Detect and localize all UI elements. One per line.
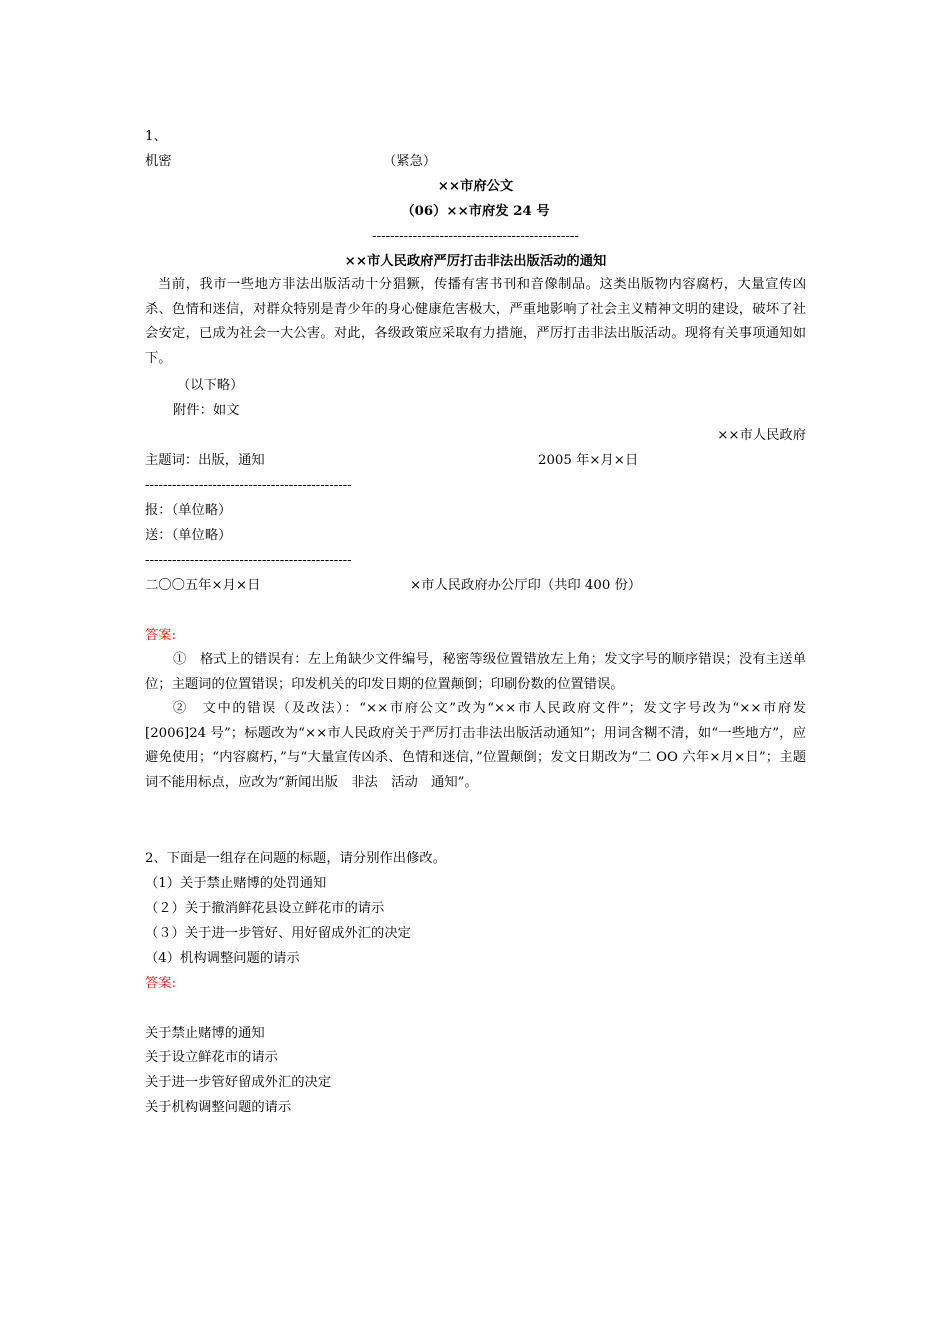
answer-item: 关于设立鲜花市的请示 bbox=[145, 1050, 278, 1065]
omitted-note: （以下略） bbox=[177, 378, 244, 393]
secrecy-level: 机密 bbox=[145, 154, 172, 169]
answer-paragraph-2: ② 文中的错误（及改法）：“××市府公文”改为“××市人民政府文件”；发文字号改为“××市府发[2006]24 号”；标题改为“××市人民政府关于严厉打击非法出版活动通知”；用词含糊不清，如“一些地方”，应避免使用；“内容腐朽，”与“大量宣传凶杀、色情和迷信，”位置颠倒；发文日期改为“二 OO 六年×月×日”；主题词不能用标点，应改为“新闻出版 非法 活动 通知”。 bbox=[145, 701, 806, 790]
answer-label: 答案: bbox=[145, 976, 177, 991]
doc-number: （06）××市府发 24 号 bbox=[401, 204, 550, 219]
attachment-line: 附件：如文 bbox=[173, 403, 240, 418]
urgency-level: （紧急） bbox=[383, 154, 437, 169]
answer-item: 关于禁止赌博的通知 bbox=[145, 1026, 265, 1041]
list-item: （1）关于禁止赌博的处罚通知 bbox=[145, 876, 327, 891]
answer-label: 答案: bbox=[145, 628, 177, 643]
printer-info: ×市人民政府办公厅印（共印 400 份） bbox=[410, 578, 642, 593]
issue-date: 2005 年×月×日 bbox=[538, 453, 639, 468]
divider-rule: ---------------------------------------------- bbox=[145, 478, 352, 493]
print-date: 二〇〇五年×月×日 bbox=[145, 578, 261, 593]
answer-paragraph-1: ① 格式上的错误有：左上角缺少文件编号，秘密等级位置错放左上角；发文字号的顺序错误；没有主送单位；主题词的位置错误；印发机关的印发日期的位置颠倒；印刷份数的位置错误。 bbox=[145, 652, 806, 692]
body-paragraph: 当前，我市一些地方非法出版活动十分猖獗，传播有害书刊和音像制品。这类出版物内容腐朽，大量宣传凶杀、色情和迷信，对群众特别是青少年的身心健康危害极大，严重地影响了社会主义精神文明的建设，破坏了社会安定，已成为社会一大公害。对此，各级政策应采取有力措施，严厉打击非法出版活动。现将有关事项通知如下。 bbox=[145, 277, 806, 366]
send-to: 送：（单位略） bbox=[145, 528, 232, 543]
header-rule: ---------------------------------------------- bbox=[372, 229, 579, 244]
list-item: （３）关于进一步管好、用好留成外汇的决定 bbox=[145, 926, 411, 941]
subject-words: 主题词：出版，通知 bbox=[145, 453, 265, 468]
doc-header: ××市府公文 bbox=[437, 179, 514, 194]
list-item: （２）关于撤消鲜花县设立鲜花市的请示 bbox=[145, 901, 385, 916]
question-1-number: 1、 bbox=[145, 129, 167, 144]
report-to: 报：（单位略） bbox=[145, 503, 232, 518]
list-item: （4）机构调整问题的请示 bbox=[145, 951, 300, 966]
answer-block bbox=[145, 648, 806, 795]
divider-rule: ---------------------------------------------- bbox=[145, 553, 352, 568]
issuer: ××市人民政府 bbox=[717, 428, 806, 443]
question-2-intro: 2、下面是一组存在问题的标题，请分别作出修改。 bbox=[145, 851, 446, 866]
answer-item: 关于进一步管好留成外汇的决定 bbox=[145, 1075, 332, 1090]
answer-item: 关于机构调整问题的请示 bbox=[145, 1100, 292, 1115]
doc-title: ××市人民政府严厉打击非法出版活动的通知 bbox=[344, 254, 607, 269]
